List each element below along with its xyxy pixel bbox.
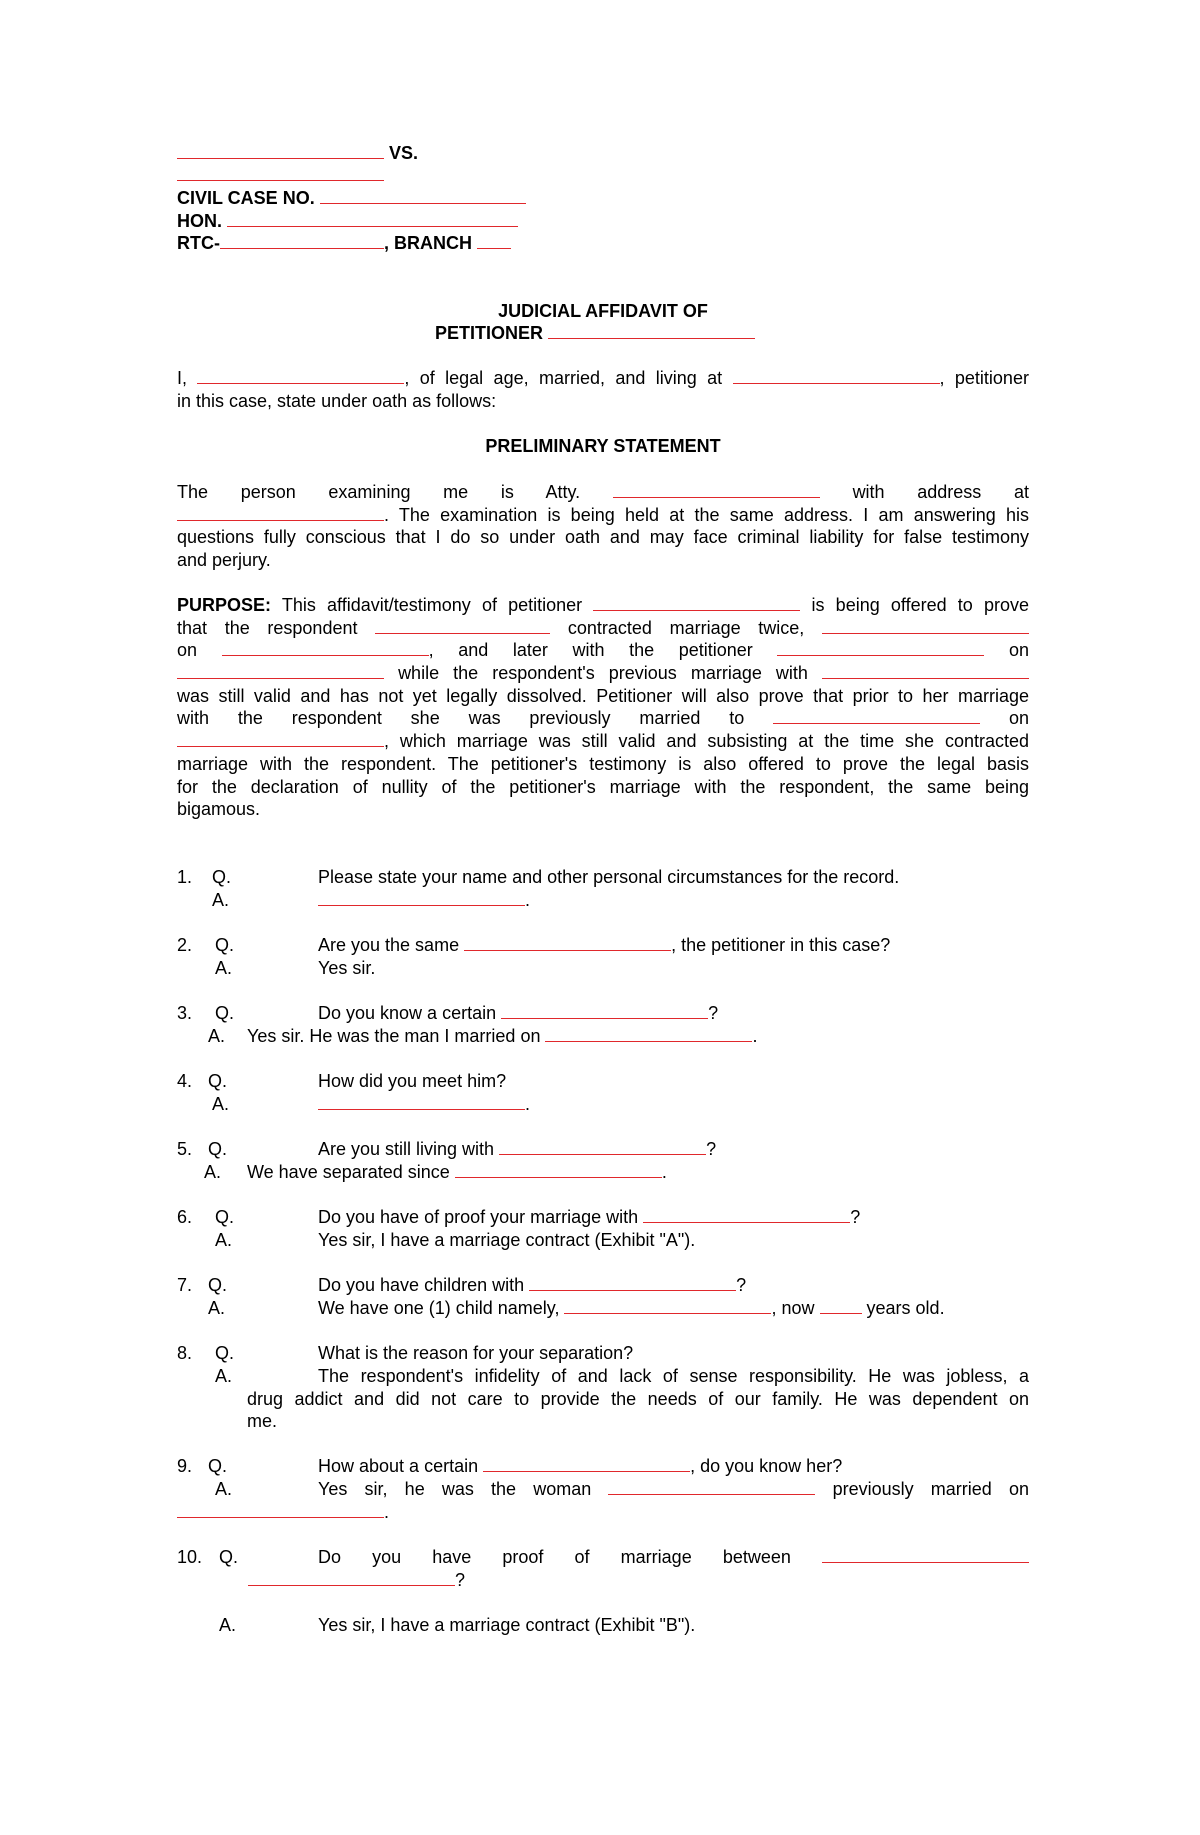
- q7-text: Do you have children with ?: [318, 1275, 747, 1295]
- vs-label: VS.: [389, 143, 419, 163]
- a1-text: .: [318, 889, 530, 911]
- q4-text: How did you meet him?: [318, 1071, 507, 1091]
- purpose-petitioner-blank[interactable]: [593, 594, 800, 611]
- q7-name-blank[interactable]: [529, 1274, 736, 1291]
- q8-number: 8.: [177, 1343, 193, 1363]
- civil-case-label: CIVIL CASE NO.: [177, 188, 315, 208]
- q9-number: 9.: [177, 1456, 193, 1476]
- affiant-name-blank[interactable]: [197, 367, 404, 384]
- branch-label: , BRANCH: [384, 233, 472, 253]
- q6-number: 6.: [177, 1207, 193, 1227]
- child-age-blank[interactable]: [820, 1297, 862, 1314]
- petitioner-prior-spouse-blank[interactable]: [773, 707, 980, 724]
- q3-text: Do you know a certain ?: [318, 1003, 719, 1023]
- q10-first-name-blank[interactable]: [822, 1546, 1029, 1563]
- a2-text: Yes sir.: [318, 958, 376, 978]
- a7-text: We have one (1) child namely, , now years old.: [318, 1298, 945, 1318]
- q9-label: Q.: [208, 1456, 228, 1476]
- a3-text: Yes sir. He was the man I married on .: [247, 1026, 758, 1046]
- a2-label: A.: [215, 958, 233, 978]
- q2-name-blank[interactable]: [464, 934, 671, 951]
- a9-label: A.: [215, 1479, 233, 1499]
- hon-label: HON.: [177, 211, 222, 231]
- document-title-line2: [435, 322, 755, 344]
- q10-continuation: ?: [248, 1569, 465, 1591]
- q5-label: Q.: [208, 1139, 228, 1159]
- q9-text: How about a certain , do you know her?: [318, 1456, 843, 1476]
- q5-text: Are you still living with ?: [318, 1139, 717, 1159]
- q1-text: Please state your name and other personal circumstances for the record.: [318, 867, 900, 887]
- a3-label: A.: [208, 1026, 226, 1046]
- previous-spouse-blank[interactable]: [822, 662, 1029, 679]
- rtc-location-blank[interactable]: [220, 232, 384, 249]
- q6-name-blank[interactable]: [643, 1206, 850, 1223]
- a9-name-blank[interactable]: [608, 1478, 815, 1495]
- prior-marriage-date-blank[interactable]: [177, 730, 384, 747]
- q3-number: 3.: [177, 1003, 193, 1023]
- petitioner-blank-2[interactable]: [777, 639, 984, 656]
- intro-line-2: in this case, state under oath as follows:: [177, 390, 497, 411]
- a6-text: Yes sir, I have a marriage contract (Exhibit "A").: [318, 1230, 696, 1250]
- a9-date-blank[interactable]: [177, 1501, 384, 1518]
- a10-label: A.: [219, 1615, 237, 1635]
- a8-label: A.: [215, 1366, 233, 1386]
- petitioner-name-blank[interactable]: [177, 142, 384, 159]
- purpose-paragraph: PURPOSE: This affidavit/testimony of petitioner is being offered to prove that the respondent contracted marriage twice, on , and later with the petitioner on while the respondent's previous marriage with was still valid and has not yet legally dissolved. Petitioner will also prove that prior to her marriage with the respondent she was previously married to on , which marriage was still valid and subsisting at the time she contracted marriage with the respondent. The petitioner's testimony is also offered to prove the legal basis for the declaration of nullity of the petitioner's marriage with the respondent, the same being bigamous.: [177, 595, 1029, 820]
- intro-line-1: I, , of legal age, married, and living at , petitioner: [177, 368, 1029, 388]
- a1-blank[interactable]: [318, 889, 525, 906]
- a8-text: The respondent's infidelity of and lack of sense responsibility. He was jobless, a drug addict and did not care to provide the needs of our family. He was dependent on me.: [247, 1366, 1029, 1432]
- respondent-blank[interactable]: [375, 617, 550, 634]
- q8-label: Q.: [215, 1343, 235, 1363]
- a1-label: A.: [212, 890, 230, 910]
- caption-vs-line: [177, 142, 418, 164]
- petitioner-title-label: PETITIONER: [435, 323, 544, 343]
- attorney-address-blank[interactable]: [177, 504, 384, 521]
- a4-blank[interactable]: [318, 1093, 525, 1110]
- a5-text: We have separated since .: [247, 1162, 667, 1182]
- q4-label: Q.: [208, 1071, 228, 1091]
- a9-continuation: .: [177, 1501, 389, 1523]
- q1-number: 1.: [177, 867, 193, 887]
- hon-line: [177, 210, 518, 232]
- q7-label: Q.: [208, 1275, 228, 1295]
- q10-number: 10.: [177, 1547, 203, 1567]
- q10-second-name-blank[interactable]: [248, 1569, 455, 1586]
- a4-label: A.: [212, 1094, 230, 1114]
- title-petitioner-name-blank[interactable]: [548, 322, 755, 339]
- preliminary-heading: PRELIMINARY STATEMENT: [485, 436, 721, 456]
- intro-paragraph: [177, 367, 1029, 412]
- q3-name-blank[interactable]: [501, 1002, 708, 1019]
- caption-respondent-line: [177, 164, 384, 186]
- rtc-line: [177, 232, 511, 254]
- a6-label: A.: [215, 1230, 233, 1250]
- q5-number: 5.: [177, 1139, 193, 1159]
- a5-date-blank[interactable]: [455, 1161, 662, 1178]
- q2-label: Q.: [215, 935, 235, 955]
- q5-name-blank[interactable]: [499, 1138, 706, 1155]
- purpose-label: PURPOSE:: [177, 595, 272, 615]
- a4-text: .: [318, 1093, 530, 1115]
- first-marriage-date-blank[interactable]: [222, 639, 429, 656]
- q2-text: Are you the same , the petitioner in this case?: [318, 935, 891, 955]
- a9-text: Yes sir, he was the woman previously married on: [318, 1479, 1029, 1499]
- civil-case-line: [177, 187, 526, 209]
- child-name-blank[interactable]: [564, 1297, 771, 1314]
- q8-text: What is the reason for your separation?: [318, 1343, 634, 1363]
- second-marriage-date-blank[interactable]: [177, 662, 384, 679]
- a3-date-blank[interactable]: [545, 1025, 752, 1042]
- q4-number: 4.: [177, 1071, 193, 1091]
- q6-label: Q.: [215, 1207, 235, 1227]
- examining-attorney-blank[interactable]: [613, 481, 820, 498]
- q10-text: Do you have proof of marriage between: [318, 1546, 1029, 1569]
- q3-label: Q.: [215, 1003, 235, 1023]
- q10-label: Q.: [219, 1547, 239, 1567]
- preliminary-paragraph: The person examining me is Atty. with address at . The examination is being held at the same address. I am answering his questions fully conscious that I do so under oath and may face criminal liability for false testimony and perjury.: [177, 482, 1029, 571]
- q6-text: Do you have of proof your marriage with ?: [318, 1207, 861, 1227]
- a10-text: Yes sir, I have a marriage contract (Exhibit "B").: [318, 1615, 696, 1635]
- civil-case-number-blank[interactable]: [320, 187, 526, 204]
- q2-number: 2.: [177, 935, 193, 955]
- q7-number: 7.: [177, 1275, 193, 1295]
- rtc-label: RTC-: [177, 233, 220, 253]
- affiant-address-blank[interactable]: [733, 367, 940, 384]
- first-spouse-blank[interactable]: [822, 617, 1029, 634]
- respondent-name-blank[interactable]: [177, 164, 384, 181]
- q1-label: Q.: [212, 867, 232, 887]
- judge-name-blank[interactable]: [227, 210, 518, 227]
- document-title-line1: JUDICIAL AFFIDAVIT OF: [498, 301, 708, 321]
- branch-number-blank[interactable]: [477, 232, 511, 249]
- q9-name-blank[interactable]: [483, 1455, 690, 1472]
- a7-label: A.: [208, 1298, 226, 1318]
- a5-label: A.: [204, 1162, 222, 1182]
